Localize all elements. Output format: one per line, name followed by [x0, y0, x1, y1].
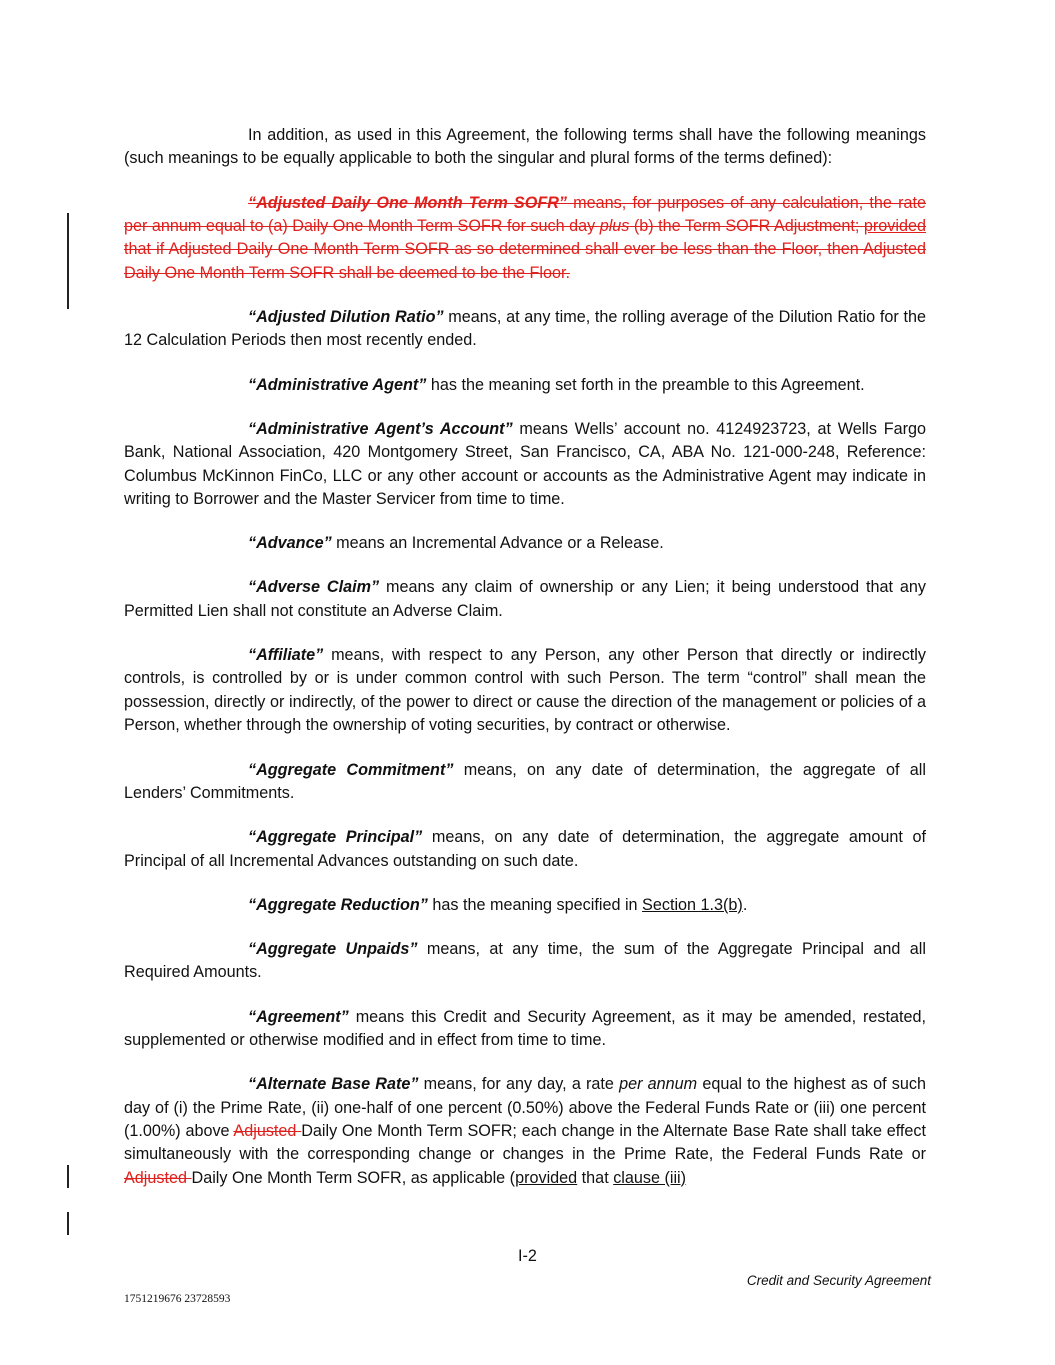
definition-text: means, for any day, a rate	[418, 1075, 620, 1094]
intro-paragraph: In addition, as used in this Agreement, the following terms shall have the following meanings (such meanings to be equally applicable to both the singular and plural forms of the terms defined):	[124, 126, 926, 168]
page-number: I-2	[518, 1247, 537, 1265]
definition-adjusted-daily-one-month-term-sofr	[124, 192, 926, 286]
definition-aggregate-principal	[124, 826, 926, 873]
definition-administrative-agents-account	[124, 418, 926, 512]
defined-term: “Adverse Claim”	[248, 578, 380, 597]
definition-affiliate	[124, 644, 926, 738]
deleted-text: Adjusted	[233, 1121, 302, 1140]
definition-text: has the meaning set forth in the preamble to this Agreement.	[426, 375, 865, 394]
deleted-text	[124, 194, 926, 282]
defined-term: “Aggregate Commitment”	[248, 760, 454, 779]
change-bar	[67, 1212, 69, 1235]
definition-text: (b) the Term SOFR Adjustment;	[629, 217, 864, 236]
document-id: 1751219676 23728593	[124, 1293, 231, 1305]
definition-advance	[124, 532, 926, 555]
definition-text: means any claim of ownership or any Lien; it being understood that any Permitted Lien shall not constitute an Adverse Claim.	[124, 578, 927, 620]
defined-term: “Agreement”	[248, 1007, 349, 1026]
definition-text: provided	[863, 217, 927, 236]
definition-text: provided	[515, 1168, 578, 1187]
definition-text: has the meaning specified in	[427, 895, 643, 914]
definition-text: means, with respect to any Person, any other Person that directly or indirectly controls, is controlled by or is under common control with such Person. The term “control” shall mean the possession, directly or indirectly, of the power to direct or cause the direction of the management or policies of a Person, whether through the ownership of voting securities, by contract or otherwise.	[124, 646, 926, 735]
defined-term: “Alternate Base Rate”	[248, 1075, 419, 1094]
definition-text: Daily One Month Term SOFR; each change in the Alternate Base Rate shall take effect simultaneously with the corresponding change or changes in the Prime Rate, the Federal Funds Rate or	[124, 1121, 927, 1164]
definition-aggregate-reduction	[124, 894, 926, 917]
defined-term: “Affiliate”	[248, 646, 324, 665]
defined-term: “Aggregate Unpaids”	[248, 939, 418, 958]
definition-text: means this Credit and Security Agreement, as it may be amended, restated, supplemented or otherwise modified and in effect from time to time.	[124, 1007, 926, 1049]
definition-text: equal to the highest as of such day of (i) the Prime Rate, (ii) one-half of one percent (0.50%) above the Federal Funds Rate or (iii) one percent (1.00%) above	[124, 1075, 926, 1140]
clause-reference: clause (iii)	[613, 1168, 687, 1187]
definition-aggregate-unpaids	[124, 938, 926, 985]
defined-term: “Aggregate Principal”	[248, 828, 423, 847]
definition-text: .	[742, 895, 748, 914]
definition-administrative-agent	[124, 374, 926, 397]
footer-title: Credit and Security Agreement	[746, 1273, 931, 1288]
defined-term: “Aggregate Reduction”	[248, 895, 428, 914]
change-bar	[67, 1165, 69, 1188]
definition-text: plus	[599, 217, 630, 236]
definition-text: means, on any date of determination, the aggregate of all Lenders’ Commitments.	[124, 760, 926, 802]
definition-aggregate-commitment	[124, 759, 926, 806]
change-bar	[67, 213, 69, 309]
definition-text: means, for purposes of any calculation, the rate per annum equal to (a) Daily One Month Term SOFR for such day	[124, 193, 926, 236]
definition-text: that if Adjusted Daily One Month Term SOFR as so determined shall ever be less than the Floor, then Adjusted Daily One Month Term SOFR shall be deemed to be the Floor.	[124, 240, 926, 282]
defined-term: “Administrative Agent’s Account”	[248, 419, 513, 438]
defined-term: “Adjusted Dilution Ratio”	[248, 308, 444, 327]
defined-term: “Administrative Agent”	[248, 375, 427, 394]
definition-text: Daily One Month Term SOFR, as applicable (	[191, 1168, 516, 1187]
definition-alternate-base-rate	[124, 1073, 926, 1190]
definition-text: that	[577, 1168, 614, 1187]
defined-term: “Adjusted Daily One Month Term SOFR”	[248, 193, 567, 212]
definition-text: means Wells’ account no. 4124923723, at Wells Fargo Bank, National Association, 420 Montgomery Street, San Francisco, CA, ABA No. 121-000-248, Reference: Columbus McKinnon FinCo, LLC or any other account or accounts as the Administrative Agent may indicate in writing to Borrower and the Master Servicer from time to time.	[124, 419, 926, 509]
definition-text: means an Incremental Advance or a Release.	[331, 534, 664, 553]
definition-agreement	[124, 1006, 926, 1053]
deleted-text: Adjusted	[124, 1168, 192, 1187]
definition-text: per annum	[619, 1075, 698, 1094]
defined-term: “Advance”	[248, 534, 332, 553]
section-reference-link[interactable]: Section 1.3(b)	[642, 895, 743, 914]
definition-text: means, at any time, the rolling average of the Dilution Ratio for the 12 Calculation Periods then most recently ended.	[124, 308, 926, 350]
definition-text: means, on any date of determination, the aggregate amount of Principal of all Incremental Advances outstanding on such date.	[124, 828, 927, 870]
document-body	[124, 124, 926, 1211]
definition-adverse-claim	[124, 576, 926, 623]
definition-text: means, at any time, the sum of the Aggregate Principal and all Required Amounts.	[124, 939, 926, 982]
definition-adjusted-dilution-ratio	[124, 306, 926, 353]
